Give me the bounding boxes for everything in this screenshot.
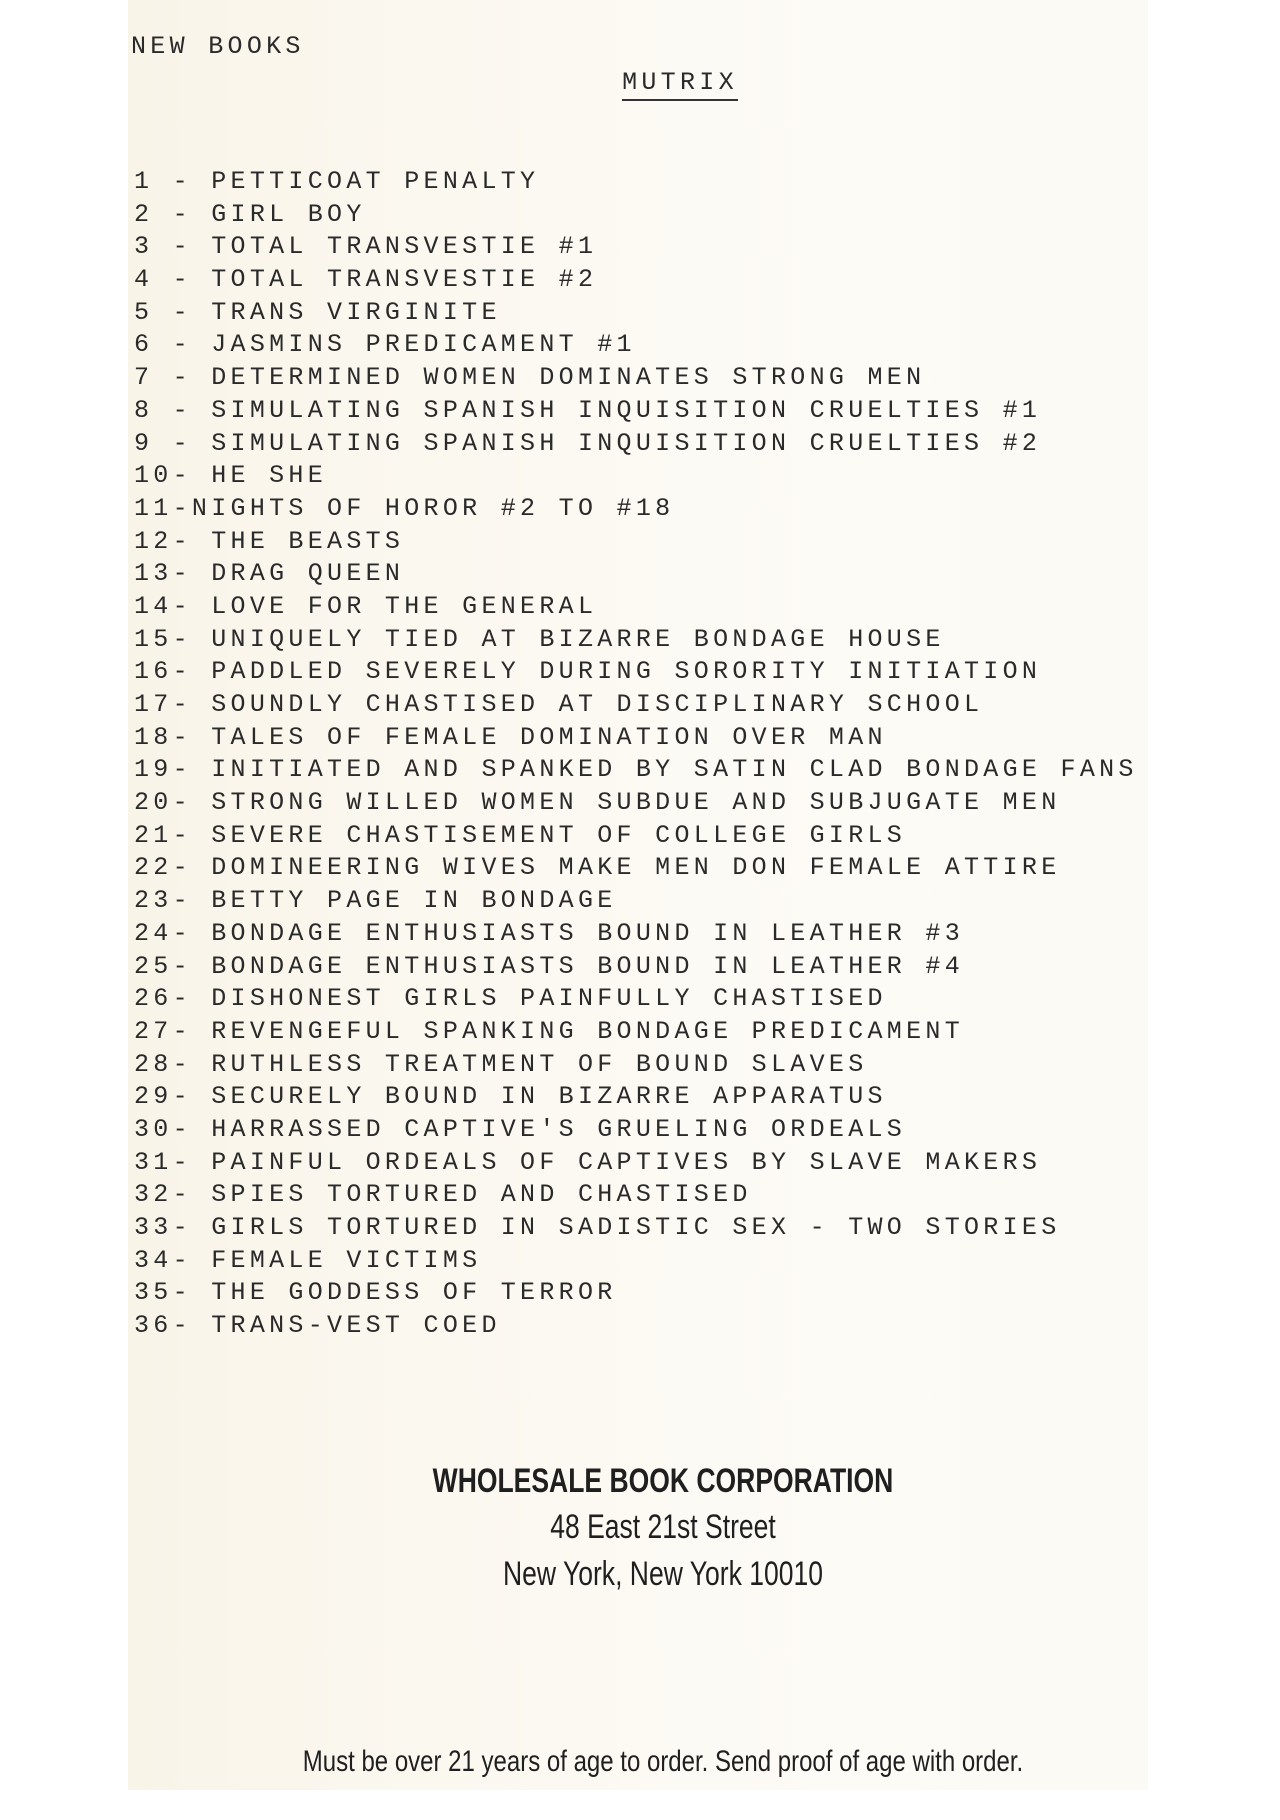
book-list-item: 36- TRANS-VEST COED (134, 1311, 501, 1341)
book-list-item: 19- INITIATED AND SPANKED BY SATIN CLAD BONDAGE FANS (134, 755, 1138, 785)
book-list-item: 34- FEMALE VICTIMS (134, 1245, 482, 1275)
book-list-item: 21- SEVERE CHASTISEMENT OF COLLEGE GIRLS (134, 820, 907, 850)
book-list-item: 27- REVENGEFUL SPANKING BONDAGE PREDICAMENT (134, 1016, 965, 1046)
age-notice: Must be over 21 years of age to order. Send proof of age with order. (302, 1745, 1024, 1778)
book-list-item: 5 - TRANS VIRGINITE (134, 297, 501, 327)
book-list-item: 32- SPIES TORTURED AND CHASTISED (134, 1180, 752, 1210)
book-list-item: 11-NIGHTS OF HOROR #2 TO #18 (134, 493, 675, 523)
book-list-item: 9 - SIMULATING SPANISH INQUISITION CRUELTIES #2 (134, 428, 1042, 458)
book-list-item: 33- GIRLS TORTURED IN SADISTIC SEX - TWO STORIES (134, 1213, 1061, 1242)
section-label: NEW BOOKS (131, 32, 305, 61)
book-list-item: 17- SOUNDLY CHASTISED AT DISCIPLINARY SCHOOL (134, 690, 984, 719)
book-list-item: 2 - GIRL BOY (134, 199, 366, 229)
book-list-item: 22- DOMINEERING WIVES MAKE MEN DON FEMALE ATTIRE (134, 853, 1061, 883)
publisher-city: New York, New York 10010 (503, 1555, 823, 1593)
book-list-item: 29- SECURELY BOUND IN BIZARRE APPARATUS (134, 1082, 887, 1112)
book-list-item: 30- HARRASSED CAPTIVE'S GRUELING ORDEALS (134, 1114, 907, 1144)
book-list-item: 3 - TOTAL TRANSVESTIE #1 (134, 232, 598, 262)
book-list-item: 13- DRAG QUEEN (134, 559, 405, 589)
book-list-item: 10- HE SHE (134, 461, 328, 491)
book-list-item: 18- TALES OF FEMALE DOMINATION OVER MAN (134, 722, 887, 752)
book-list-item: 14- LOVE FOR THE GENERAL (134, 591, 598, 621)
book-list-item: 4 - TOTAL TRANSVESTIE #2 (134, 265, 598, 295)
book-list (134, 166, 1138, 1343)
book-list-item: 15- UNIQUELY TIED AT BIZARRE BONDAGE HOUSE (134, 624, 945, 654)
book-list-item: 31- PAINFUL ORDEALS OF CAPTIVES BY SLAVE MAKERS (134, 1147, 1042, 1177)
book-list-item: 20- STRONG WILLED WOMEN SUBDUE AND SUBJUGATE MEN (134, 788, 1061, 818)
book-list-item: 35- THE GODDESS OF TERROR (134, 1278, 617, 1308)
book-list-item: 24- BONDAGE ENTHUSIASTS BOUND IN LEATHER #3 (134, 918, 965, 948)
publisher-name: WHOLESALE BOOK CORPORATION (432, 1462, 894, 1500)
book-list-item: 7 - DETERMINED WOMEN DOMINATES STRONG MEN (134, 363, 926, 393)
book-list-item: 28- RUTHLESS TREATMENT OF BOUND SLAVES (134, 1049, 868, 1079)
book-list-item: 6 - JASMINS PREDICAMENT #1 (134, 330, 636, 360)
page-title (0, 68, 1280, 101)
book-list-item: 26- DISHONEST GIRLS PAINFULLY CHASTISED (134, 984, 887, 1014)
book-list-item: 16- PADDLED SEVERELY DURING SORORITY INITIATION (134, 657, 1042, 687)
book-list-item: 25- BONDAGE ENTHUSIASTS BOUND IN LEATHER #4 (134, 951, 965, 981)
page-title-text: MUTRIX (622, 68, 738, 101)
book-list-item: 12- THE BEASTS (134, 526, 405, 556)
publisher-street: 48 East 21st Street (550, 1508, 776, 1546)
book-list-item: 8 - SIMULATING SPANISH INQUISITION CRUELTIES #1 (134, 395, 1042, 425)
book-list-item: 23- BETTY PAGE IN BONDAGE (134, 886, 617, 916)
book-list-item: 1 - PETTICOAT PENALTY (134, 167, 540, 196)
